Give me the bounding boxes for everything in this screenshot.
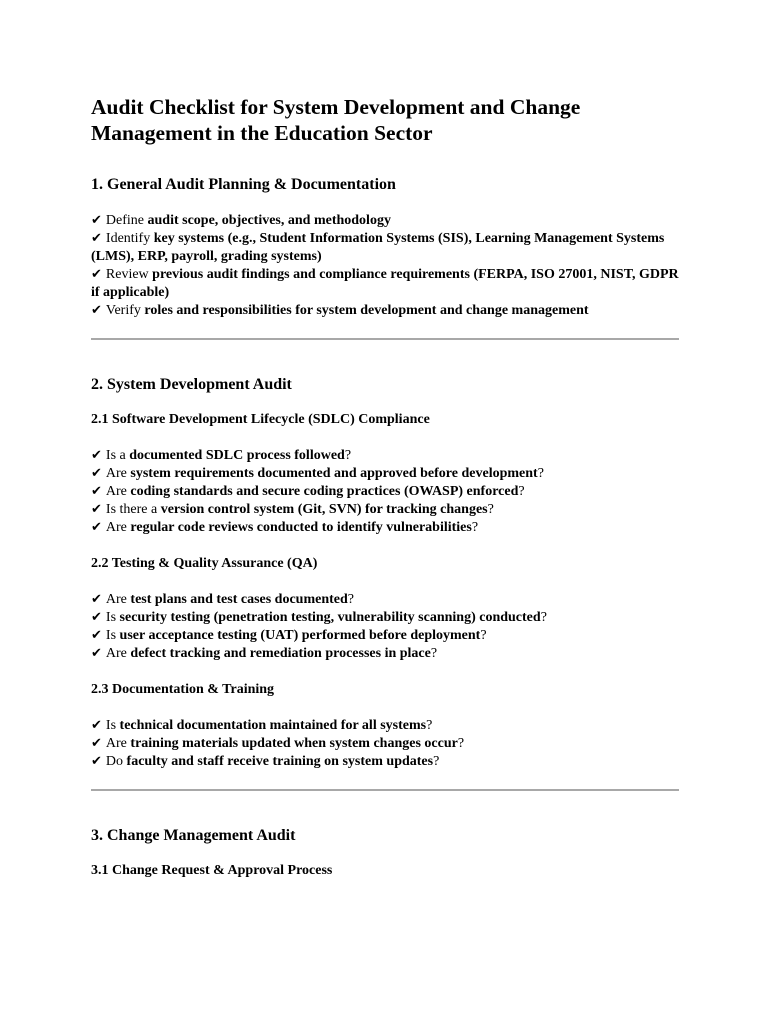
checklist-item <box>91 483 681 501</box>
item-prefix: Are <box>105 646 131 661</box>
item-emphasis: user acceptance testing (UAT) performed before deployment <box>119 628 481 643</box>
item-emphasis: system requirements documented and approved before development <box>130 466 538 481</box>
document-title: Audit Checklist for System Development and Change Management in the Education Sector <box>91 95 581 145</box>
item-emphasis: regular code reviews conducted to identify vulnerabilities <box>130 520 472 535</box>
checkmark-icon: ✔ <box>91 267 102 282</box>
checklist-item <box>91 609 681 627</box>
item-suffix: ? <box>457 736 465 751</box>
checkmark-icon: ✔ <box>91 718 102 733</box>
subsection-2-1-heading: 2.1 Software Development Lifecycle (SDLC) Compliance <box>91 412 430 427</box>
checkmark-icon: ✔ <box>91 502 102 517</box>
item-prefix: Is <box>105 610 120 625</box>
checklist-item <box>91 501 681 519</box>
item-emphasis: roles and responsibilities for system development and change management <box>144 303 589 318</box>
item-emphasis: defect tracking and remediation processes in place <box>130 646 431 661</box>
item-emphasis: audit scope, objectives, and methodology <box>147 213 391 228</box>
checklist-item <box>91 519 681 537</box>
checkmark-icon: ✔ <box>91 303 102 318</box>
subsection-3-1-heading: 3.1 Change Request & Approval Process <box>91 863 333 878</box>
item-emphasis: faculty and staff receive training on system updates <box>126 754 434 769</box>
checkmark-icon: ✔ <box>91 610 102 625</box>
item-emphasis: training materials updated when system changes occur <box>130 736 458 751</box>
subsection-2-2-list <box>91 591 681 663</box>
subsection-2-3-list <box>91 717 681 771</box>
item-prefix: Are <box>105 520 131 535</box>
subsection-2-1-list <box>91 447 681 537</box>
checkmark-icon: ✔ <box>91 520 102 535</box>
checklist-item <box>91 230 681 266</box>
item-suffix: ? <box>540 610 547 625</box>
item-prefix: Are <box>105 592 131 607</box>
item-emphasis: previous audit findings and compliance requirements (FERPA, ISO 27001, NIST, GDPR if applicable) <box>91 267 679 300</box>
item-prefix: Is a <box>105 448 130 463</box>
checkmark-icon: ✔ <box>91 448 102 463</box>
item-emphasis: coding standards and secure coding practices (OWASP) enforced <box>130 484 519 499</box>
item-prefix: Is <box>105 718 120 733</box>
section-divider <box>91 789 679 791</box>
item-emphasis: security testing (penetration testing, vulnerability scanning) conducted <box>119 610 541 625</box>
section-2-heading: 2. System Development Audit <box>91 376 292 393</box>
item-prefix: Are <box>105 736 131 751</box>
item-prefix: Define <box>105 213 148 228</box>
checkmark-icon: ✔ <box>91 484 102 499</box>
item-emphasis: technical documentation maintained for all systems <box>119 718 427 733</box>
section-divider <box>91 338 679 340</box>
item-suffix: ? <box>430 646 438 661</box>
checkmark-icon: ✔ <box>91 213 102 228</box>
checklist-item <box>91 645 681 663</box>
checklist-item <box>91 212 681 230</box>
checkmark-icon: ✔ <box>91 736 102 751</box>
item-suffix: ? <box>537 466 544 481</box>
checklist-item <box>91 447 681 465</box>
item-prefix: Review <box>105 267 153 282</box>
checklist-item <box>91 753 681 771</box>
item-emphasis: documented SDLC process followed <box>129 448 345 463</box>
checkmark-icon: ✔ <box>91 592 102 607</box>
checklist-item <box>91 302 681 320</box>
section-3-heading: 3. Change Management Audit <box>91 827 296 844</box>
item-suffix: ? <box>344 448 352 463</box>
item-prefix: Verify <box>105 303 145 318</box>
item-prefix: Are <box>105 484 131 499</box>
document-content <box>91 94 681 880</box>
checkmark-icon: ✔ <box>91 466 102 481</box>
item-prefix: Is there a <box>105 502 161 517</box>
item-suffix: ? <box>471 520 479 535</box>
item-prefix: Is <box>105 628 120 643</box>
item-suffix: ? <box>487 502 494 517</box>
item-suffix: ? <box>433 754 440 769</box>
subsection-2-3-heading: 2.3 Documentation & Training <box>91 682 275 697</box>
checkmark-icon: ✔ <box>91 628 102 643</box>
checklist-item <box>91 735 681 753</box>
item-emphasis: version control system (Git, SVN) for tracking changes <box>160 502 488 517</box>
item-suffix: ? <box>347 592 355 607</box>
checklist-item <box>91 717 681 735</box>
section-1-list <box>91 212 681 320</box>
checkmark-icon: ✔ <box>91 646 102 661</box>
item-prefix: Do <box>105 754 127 769</box>
item-suffix: ? <box>518 484 525 499</box>
subsection-2-2-heading: 2.2 Testing & Quality Assurance (QA) <box>91 556 318 571</box>
checklist-item <box>91 627 681 645</box>
item-prefix: Are <box>105 466 131 481</box>
section-1-heading: 1. General Audit Planning & Documentation <box>91 176 396 193</box>
item-emphasis: test plans and test cases documented <box>130 592 348 607</box>
checklist-item <box>91 266 681 302</box>
item-emphasis: key systems (e.g., Student Information Systems (SIS), Learning Management Systems (LMS), ERP, payroll, grading systems) <box>91 231 665 264</box>
checkmark-icon: ✔ <box>91 231 102 246</box>
item-suffix: ? <box>426 718 433 733</box>
checkmark-icon: ✔ <box>91 754 102 769</box>
checklist-item <box>91 591 681 609</box>
item-prefix: Identify <box>105 231 154 246</box>
checklist-item <box>91 465 681 483</box>
item-suffix: ? <box>480 628 487 643</box>
